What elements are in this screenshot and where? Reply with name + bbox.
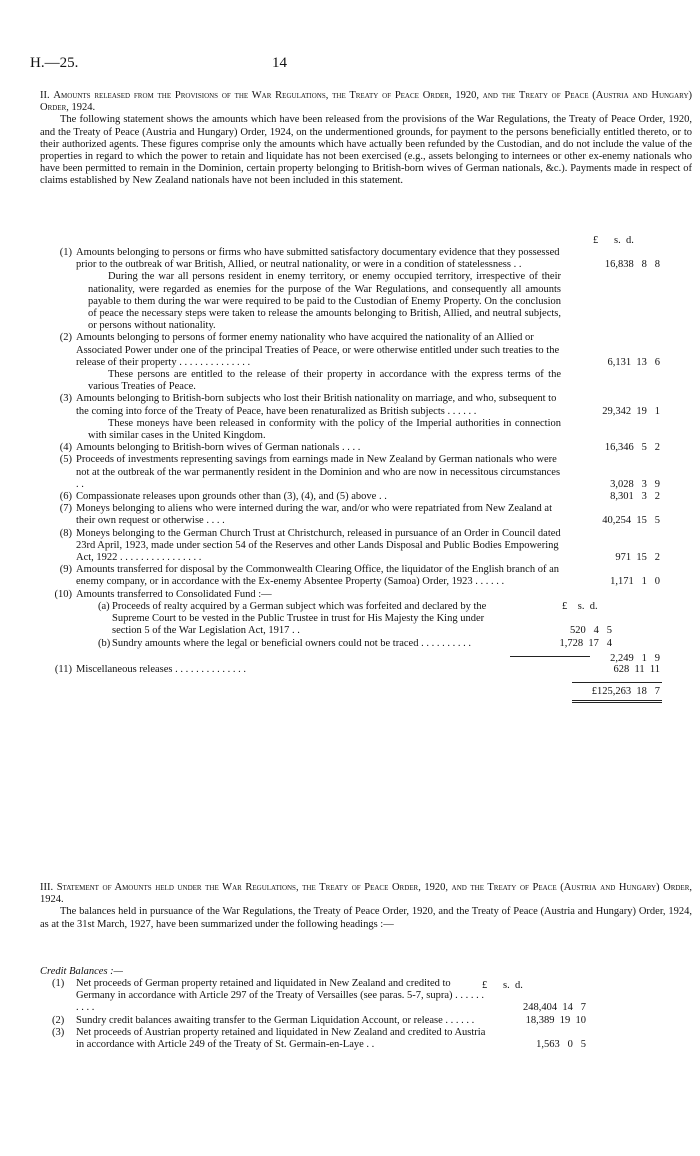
section-2-entries <box>40 235 692 702</box>
credit-item-2: (2) Sundry credit balances awaiting transfer to the German Liquidation Account, or release . . . . . . 18,389 19 10 <box>52 1014 586 1026</box>
credit-balances-title: Credit Balances :— <box>40 966 124 977</box>
page-number: 14 <box>272 55 287 71</box>
section-3-entries <box>40 966 692 1051</box>
section-3-intro: The balances held in pursuance of the War Regulations, the Treaty of Peace Order, 1920, and the Treaty of Peace (Austria and Hungary) Order, 1924, as at the 31st March, 1927, have been summarized under the following headings :— <box>40 906 692 930</box>
release-item-5: (5) Proceeds of investments representing savings from earnings made in New Zealand by German nationals who were not at the outbreak of the war permanently resident in the Dominion and who are now in necessitous circumstances . . 3,028 3 9 <box>59 454 660 490</box>
grand-total: £125,263 18 7 <box>591 685 660 697</box>
release-item-6: (6) Compassionate releases upon grounds other than (3), (4), and (5) above . . 8,301 3 2 <box>59 491 660 503</box>
section-2-heading: II. Amounts released from the Provisions of the War Regulations, the Treaty of Peace Order, 1920, and the Treaty of Peace (Austria and Hungary) Order, 1924. <box>40 90 693 114</box>
release-item-1: (1) Amounts belonging to persons or firms who have submitted satisfactory documentary evidence that they possessed prior to the outbreak of war British, Allied, or neutral nationality, or were in a condition of statelessness . . 16,838 8 8 <box>59 247 660 271</box>
section-3-header <box>40 882 692 931</box>
release-item-8: (8) Moneys belonging to the German Church Trust at Christchurch, released in pursuance of an Order in Council dated 23rd April, 1923, made under section 54 of the Reserves and other Lands Disposal and Public Bodies Empowering Act, 1922 . . . . . . . . . . . . . . . . 971 15 2 <box>59 527 660 564</box>
release-item-9: (9) Amounts transferred for disposal by the Commonwealth Clearing Office, the liquidator of the English branch of an enemy company, or in accordance with the Ex-enemy Absentee Property (Samoa) Order, 1923 . . . . . . 1,171 1 0 <box>59 564 660 588</box>
credit-item-3: (3) Net proceeds of Austrian property retained and liquidated in New Zealand and credited to Austria in accordance with Article 249 of the Treaty of St. Germain-en-Laye . . 1,563 0 5 <box>52 1026 586 1051</box>
item-10-total: 2,249 1 9 <box>610 652 660 664</box>
section-3-heading: III. Statement of Amounts held under the War Regulations, the Treaty of Peace Order, 1920, and the Treaty of Peace (Austria and Hungary) Order, 1924. <box>40 882 692 906</box>
release-item-10a: (a) Proceeds of realty acquired by a German subject which was forfeited and declared by the Supreme Court to be vested in the Public Trustee in trust for His Majesty the King under section 5 of the War Legislation Act, 1917 . . 520 4 5 <box>98 600 612 637</box>
release-item-2: (2) Amounts belonging to persons of former enemy nationality who have acquired the nationality of an Allied or Associated Power under one of the principal Treaties of Peace, or were otherwise entitled under such treaties to the release of their property . . . . . . . . . . . . . . 6,131 13 6 <box>59 332 660 368</box>
section-3-lsd-header: £ s. d. <box>482 980 523 991</box>
section-2-header <box>40 90 692 188</box>
release-item-4: (4) Amounts belonging to British-born wives of German nationals . . . . 16,346 5 2 <box>59 442 660 454</box>
total-rule-bottom <box>572 700 662 701</box>
release-note-3: These moneys have been released in conformity with the policy of the Imperial authorities in connection with similar cases in the United Kingdom. <box>88 417 561 442</box>
release-note-2: These persons are entitled to the release of their property in accordance with the express terms of the various Treaties of Peace. <box>88 369 561 393</box>
section-2-intro: The following statement shows the amounts which have been released from the provisions of the War Regulations, the Treaty of Peace Order, 1920, and the Treaty of Peace (Austria and Hungary) Order, 1924, on the undermentioned grounds, for payment to the persons beneficially entitled thereto, or to their authorized agents. These figures comprise only the amounts which have actually been refunded by the Custodian, and do not include the value of the properties in regard to which the power to retain and liquidate has not been exercised (e.g., assets belonging to internees or other ex-enemy nationals who have been permitted to remain in the Dominion, certain property belonging to British-born wives of German nationals, &c.). Payments made in respect of claims established by New Zealand nationals have not been included in this statement. <box>40 114 692 187</box>
release-item-3: (3) Amounts belonging to British-born subjects who lost their British nationality on marriage, and who, subsequent to the coming into force of the Treaty of Peace, have been renaturalized as British subjects . . . . . . 29,342 19 1 <box>59 393 660 417</box>
release-item-7: (7) Moneys belonging to aliens who were interned during the war, and/or who were repatriated from New Zealand at their own request or otherwise . . . . 40,254 15 5 <box>59 503 660 527</box>
credit-item-1: (1) Net proceeds of German property retained and liquidated in New Zealand and credited to Germany in accordance with Article 297 of the Treaty of Versailles (see paras. 5-7, supra) . . . . . . . . . . 248,404 14 7 <box>52 978 586 1014</box>
release-item-10b: (b) Sundry amounts where the legal or beneficial owners could not be traced . . . . . . . . . . 1,728 17 4 <box>98 637 612 649</box>
page-header <box>30 55 670 75</box>
total-rule-top <box>572 682 662 683</box>
release-item-10: (10) Amounts transferred to Consolidated Fund :— <box>54 588 272 600</box>
document-reference: H.—25. <box>30 55 79 71</box>
lsd-column-header: £ s. d. <box>593 235 634 246</box>
release-item-11: (11) Miscellaneous releases . . . . . . . . . . . . . . 628 11 11 <box>54 663 660 675</box>
sub-lsd-column-header: £ s. d. <box>562 600 598 612</box>
release-note-1: During the war all persons resident in enemy territory, or enemy occupied territory, irrespective of their nationality, were regarded as enemies for the purpose of the War Regulations, and consequently all amounts payable to them during the war were required to be paid to the Custodian of Enemy Property. On the conclusion of peace the necessary steps were taken to release the amounts belonging to British, Allied, and neutral subjects, or persons without nationality. <box>88 271 561 332</box>
